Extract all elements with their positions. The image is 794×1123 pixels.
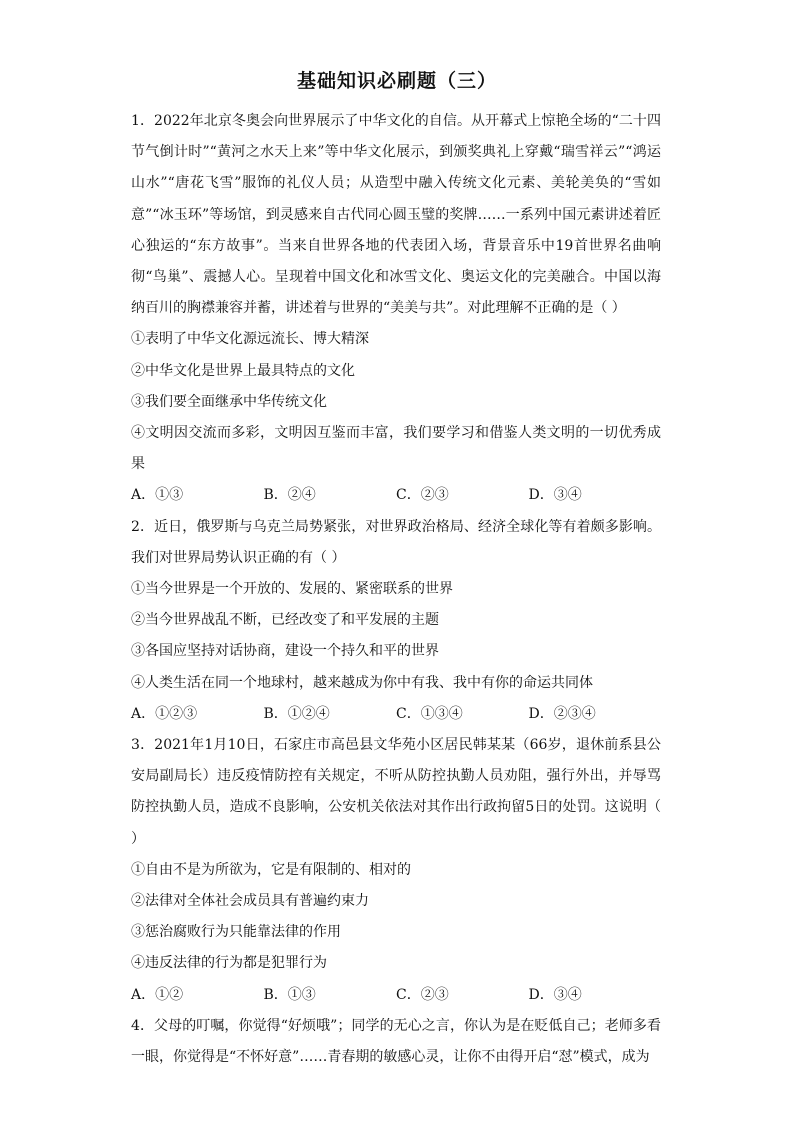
choice-c: C．②③ (396, 986, 449, 1003)
question-stem: 4．父母的叮嘱，你觉得“好烦哦”；同学的无心之言，你认为是在贬低自己；老师多看一眼，你觉得是“不怀好意”……青春期的敏感心灵，让你不由得开启“怼”模式，成为 (131, 1017, 661, 1066)
statement-item: ②当今世界战乱不断，已经改变了和平发展的主题 (131, 612, 439, 629)
answer-choices (131, 699, 661, 730)
answer-choices (131, 480, 661, 511)
question-stem: 1．2022年北京冬奥会向世界展示了中华文化的自信。从开幕式上惊艳全场的“二十四节气倒计时”“黄河之水天上来”等中华文化展示，到颁奖典礼上穿戴“瑞雪祥云”“鸿运山水”“唐花飞雪”服饰的礼仪人员；从造型中融入传统文化元素、美轮美奂的“雪如意”“冰玉环”等场馆，到灵感来自古代同心圆玉璧的奖牌……一系列中国元素讲述着匠心独运的“东方故事”。当来自世界各地的代表团入场，背景音乐中19首世界名曲响彻“鸟巢”、震撼人心。呈现着中国文化和冰雪文化、奥运文化的完美融合。中国以海纳百川的胸襟兼容并蓄，讲述着与世界的“美美与共”。对此理解不正确的是（ ） (131, 113, 661, 317)
question-stem: 3．2021年1月10日，石家庄市高邑县文华苑小区居民韩某某（66岁，退休前系县公安局副局长）违反疫情防控有关规定，不听从防控执勤人员劝阻，强行外出，并辱骂防控执勤人员，造成不良影响，公安机关依法对其作出行政拘留5日的处罚。这说明（ ） (131, 737, 661, 847)
choice-d: D．③④ (528, 487, 582, 504)
choice-a: A．①③ (131, 487, 184, 504)
choice-b: B．①②④ (263, 705, 330, 722)
choice-d: D．③④ (528, 986, 582, 1003)
choice-c: C．①③④ (396, 705, 463, 722)
statement-item: ②法律对全体社会成员具有普遍约束力 (131, 893, 369, 910)
question-list (131, 106, 661, 1073)
statement-item: ③惩治腐败行为只能靠法律的作用 (131, 924, 341, 941)
statement-item: ①表明了中华文化源远流长、博大精深 (131, 331, 369, 348)
statement-item: ③我们要全面继承中华传统文化 (131, 393, 327, 410)
statement-item: ④人类生活在同一个地球村，越来越成为你中有我、我中有你的命运共同体 (131, 674, 593, 691)
question-1 (131, 106, 661, 512)
statement-item: ①自由不是为所欲为，它是有限制的、相对的 (131, 861, 411, 878)
choice-a: A．①②③ (131, 705, 198, 722)
statement-item: ①当今世界是一个开放的、发展的、紧密联系的世界 (131, 581, 453, 598)
statement-item: ③各国应坚持对话协商，建设一个持久和平的世界 (131, 643, 439, 660)
question-2 (131, 512, 661, 730)
choice-c: C．②③ (396, 487, 449, 504)
statement-item: ④文明因交流而多彩，文明因互鉴而丰富，我们要学习和借鉴人类文明的一切优秀成果 (131, 425, 661, 473)
question-4 (131, 1011, 661, 1073)
statement-item: ②中华文化是世界上最具特点的文化 (131, 362, 355, 379)
choice-b: B．②④ (263, 487, 316, 504)
choice-a: A．①② (131, 986, 184, 1003)
choice-d: D．②③④ (528, 705, 596, 722)
statement-item: ④违反法律的行为都是犯罪行为 (131, 955, 327, 972)
choice-b: B．①③ (263, 986, 316, 1003)
page-title: 基础知识必刷题（三） (296, 70, 497, 92)
question-stem: 2．近日，俄罗斯与乌克兰局势紧张，对世界政治格局、经济全球化等有着颇多影响。我们对世界局势认识正确的有（ ） (131, 518, 661, 566)
answer-choices (131, 980, 661, 1011)
question-3 (131, 730, 661, 1011)
